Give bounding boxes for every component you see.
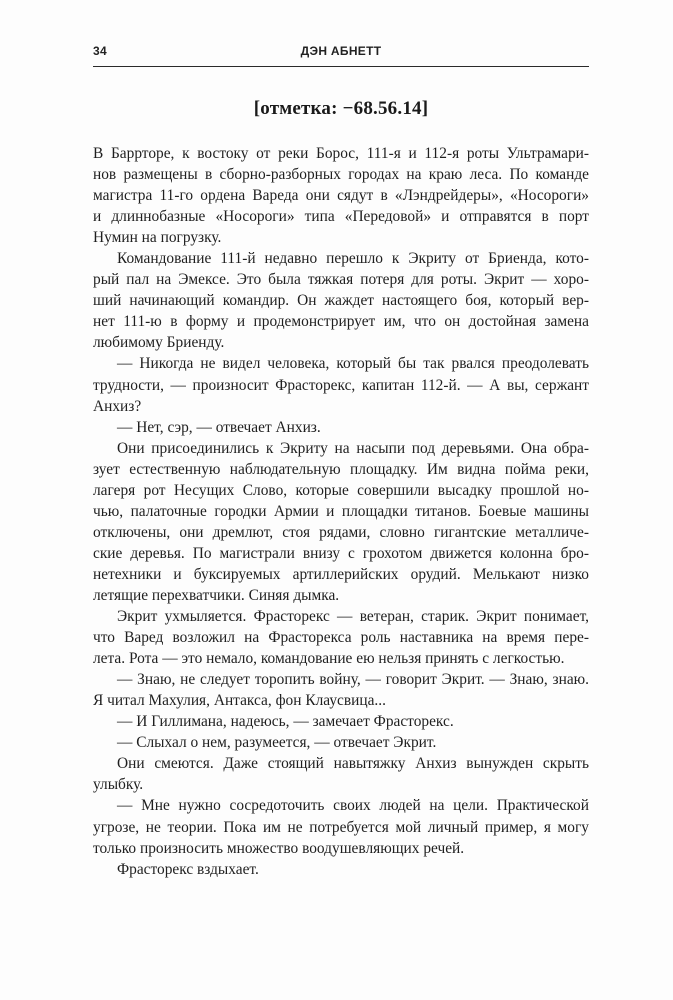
text-line: магистра 11-го ордена Вареда они сядут в «Лэндрейдеры», «Носороги» [93, 187, 589, 205]
text-line: Анхиз? [93, 397, 142, 415]
text-line: любимому Бриенду. [93, 334, 225, 352]
text-line: рый пал на Эмексе. Это была тяжкая потеря для роты. Экрит — хоро- [93, 271, 589, 289]
text-line: ший начинающий командир. Он жаждет настоящего боя, который вер- [93, 292, 589, 310]
text-line: летящие перехватчики. Синяя дымка. [93, 586, 340, 604]
text-line: — Слыхал о нем, разумеется, — отвечает Экрит. [117, 734, 437, 752]
text-line: улыбку. [93, 776, 144, 794]
text-line: Нумин на погрузку. [93, 229, 222, 247]
text-line: чью, палаточные городки Армии и площадки титанов. Боевые машины [93, 502, 589, 520]
chapter-mark: [отметка: −68.56.14] [253, 98, 429, 119]
text-line: только произносить множество воодушевляющих речей. [93, 839, 465, 857]
text-line: В Баррторе, к востоку от реки Борос, 111-я и 112-я роты Ультрамари- [93, 145, 590, 162]
header-rule [93, 66, 589, 67]
text-line: лета. Рота — это немало, командование ею нельзя принять с легкостью. [93, 650, 565, 668]
text-line: — Мне нужно сосредоточить своих людей на цели. Практической [117, 797, 589, 815]
body-text [93, 143, 589, 880]
text-line: Командование 111-й недавно перешло к Экриту от Бриенда, кото- [117, 250, 589, 268]
text-line: Я читал Махулия, Антакса, фон Клаусвица... [93, 692, 386, 710]
text-line: отключены, они дремлют, стоя рядами, словно гигантские металличе- [93, 523, 589, 541]
text-line: Фрасторекс вздыхает. [117, 860, 259, 878]
text-line: ские деревья. По магистрали внизу с грохотом движется колонна бро- [93, 544, 589, 562]
text-line: — Знаю, не следует торопить войну, — говорит Экрит. — Знаю, знаю. [117, 671, 589, 689]
text-line: Экрит ухмыляется. Фрасторекс — ветеран, старик. Экрит понимает, [117, 608, 589, 626]
text-line: Они присоединились к Экриту на насыпи под деревьями. Она обра- [117, 439, 589, 457]
running-head-author: ДЭН АБНЕТТ [300, 44, 382, 58]
text-line: нетехники и буксируемых артиллерийских орудий. Мелькают низко [93, 565, 589, 583]
text-line: и длиннобазные «Носороги» типа «Передовой» и отправятся в порт [93, 208, 589, 226]
text-line: нов размещены в сборно-разборных городах на краю леса. По команде [93, 166, 589, 184]
text-line: угрозе, не теории. Пока им не потребуется мой личный пример, я могу [93, 818, 589, 836]
text-line: лагеря рот Несущих Слово, которые совершили высадку прошлой но- [93, 481, 589, 499]
text-line: нет 111-ю в форму и продемонстрирует им, что он достойная замена [93, 313, 589, 331]
page-number: 34 [93, 44, 107, 58]
text-line: трудности, — произносит Фрасторекс, капитан 112-й. — А вы, сержант [93, 376, 589, 394]
text-line: — И Гиллимана, надеюсь, — замечает Фрасторекс. [117, 713, 454, 731]
text-line: — Никогда не видел человека, который бы так рвался преодолевать [117, 355, 589, 373]
text-line: Они смеются. Даже стоящий навытяжку Анхиз вынужден скрыть [117, 755, 589, 773]
text-line: что Варед возложил на Фрасторекса роль наставника на время пере- [93, 629, 589, 647]
text-line: — Нет, сэр, — отвечает Анхиз. [117, 418, 321, 436]
running-head [93, 44, 589, 64]
text-line: зует естественную наблюдательную площадку. Им видна пойма реки, [93, 460, 589, 478]
